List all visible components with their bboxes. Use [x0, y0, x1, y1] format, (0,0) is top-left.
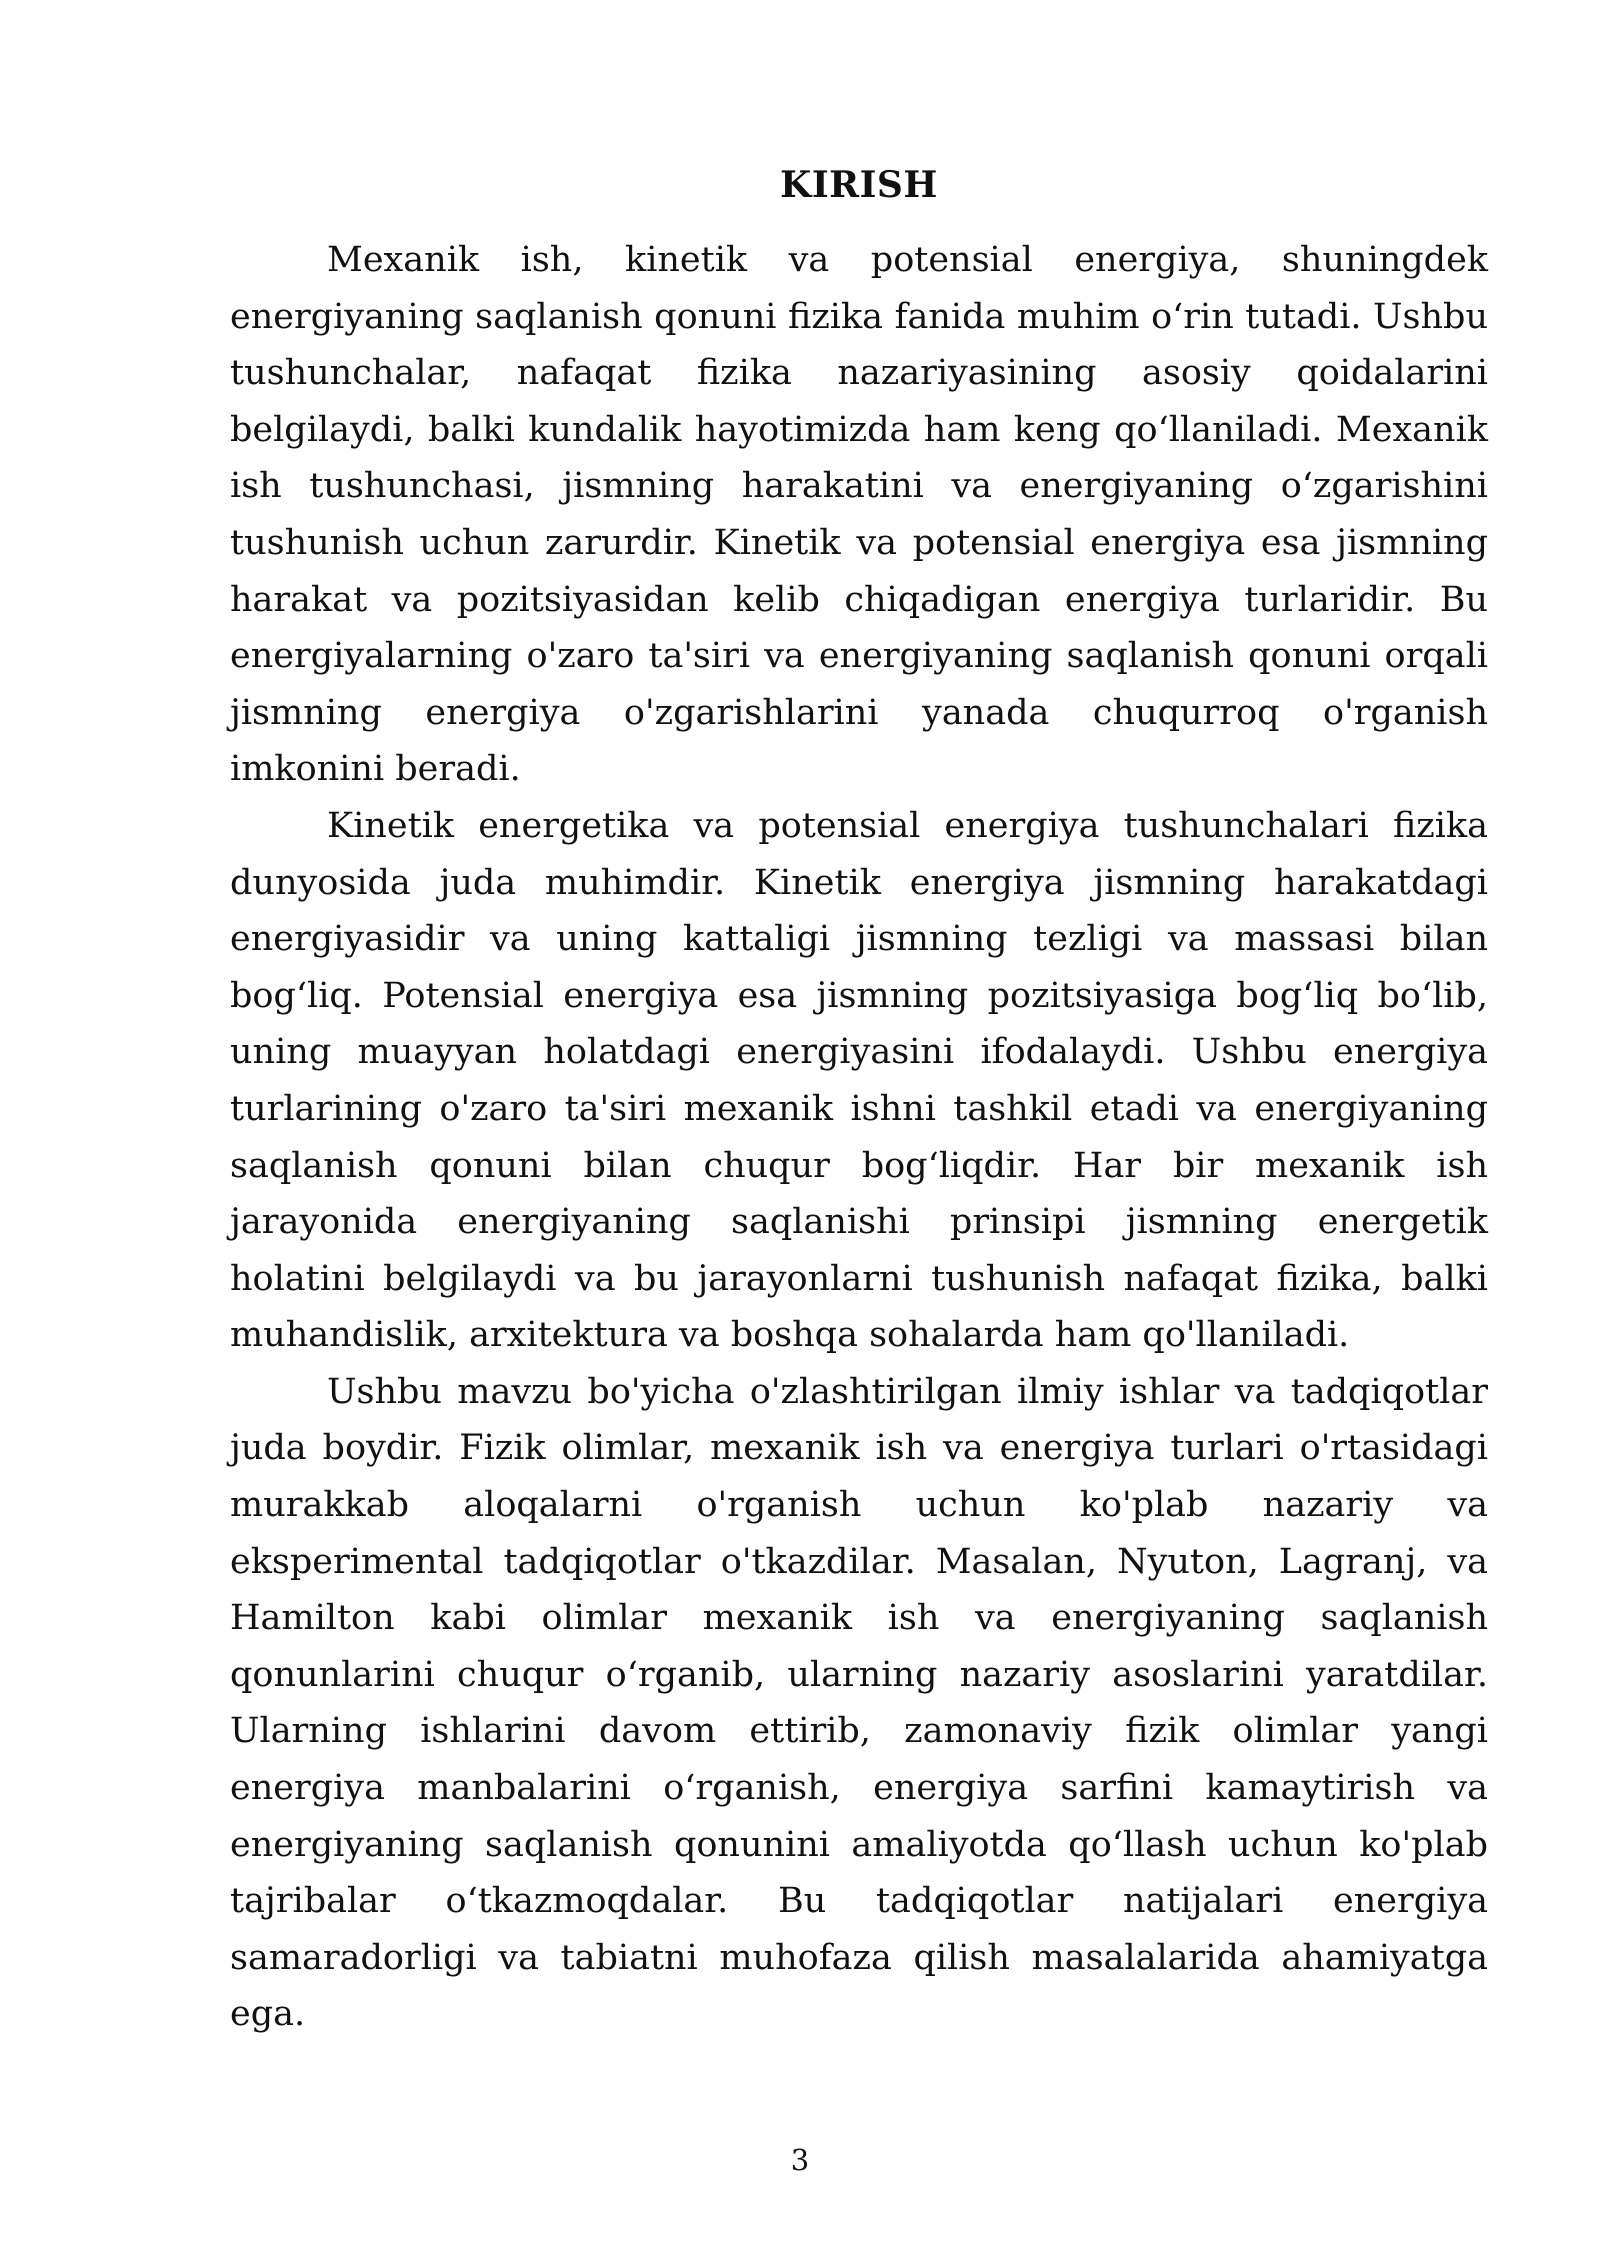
page-number: 3 — [790, 2143, 810, 2177]
paragraph-3: Ushbu mavzu bo'yicha o'zlashtirilgan ilmiy ishlar va tadqiqotlar juda boydir. Fizik olimlar, mexanik ish va energiya turlari o'rtasidagi murakkab aloqalarni o'rganish uchun ko'plab nazariy va eksperimental tadqiqotlar o'tkazdilar. Masalan, Nyuton, Lagranj, va Hamilton kabi olimlar mexanik ish va energiyaning saqlanish qonunlarini chuqur oʻrganib, ularning nazariy asoslarini yaratdilar. Ularning ishlarini davom ettirib, zamonaviy fizik olimlar yangi energiya manbalarini oʻrganish, energiya sarfini kamaytirish va energiyaning saqlanish qonunini amaliyotda qoʻllash uchun ko'plab tajribalar oʻtkazmoqdalar. Bu tadqiqotlar natijalari energiya samaradorligi va tabiatni muhofaza qilish masalalarida ahamiyatga ega. — [230, 1371, 1488, 2035]
paragraph-1: Mexanik ish, kinetik va potensial energiya, shuningdek energiyaning saqlanish qonuni fizika fanida muhim oʻrin tutadi. Ushbu tushunchalar, nafaqat fizika nazariyasining asosiy qoidalarini belgilaydi, balki kundalik hayotimizda ham keng qoʻllaniladi. Mexanik ish tushunchasi, jismning harakatini va energiyaning oʻzgarishini tushunish uchun zarurdir. Kinetik va potensial energiya esa jismning harakat va pozitsiyasidan kelib chiqadigan energiya turlaridir. Bu energiyalarning o'zaro ta'siri va energiyaning saqlanish qonuni orqali jismning energiya o'zgarishlarini yanada chuqurroq o'rganish imkonini beradi. — [230, 240, 1488, 790]
page-content — [230, 160, 1488, 2043]
paragraph-2: Kinetik energetika va potensial energiya tushunchalari fizika dunyosida juda muhimdir. Kinetik energiya jismning harakatdagi energiyasidir va uning kattaligi jismning tezligi va massasi bilan bogʻliq. Potensial energiya esa jismning pozitsiyasiga bogʻliq boʻlib, uning muayyan holatdagi energiyasini ifodalaydi. Ushbu energiya turlarining o'zaro ta'siri mexanik ishni tashkil etadi va energiyaning saqlanish qonuni bilan chuqur bogʻliqdir. Har bir mexanik ish jarayonida energiyaning saqlanishi prinsipi jismning energetik holatini belgilaydi va bu jarayonlarni tushunish nafaqat fizika, balki muhandislik, arxitektura va boshqa sohalarda ham qo'llaniladi. — [230, 805, 1488, 1356]
section-title: KIRISH — [780, 164, 938, 206]
